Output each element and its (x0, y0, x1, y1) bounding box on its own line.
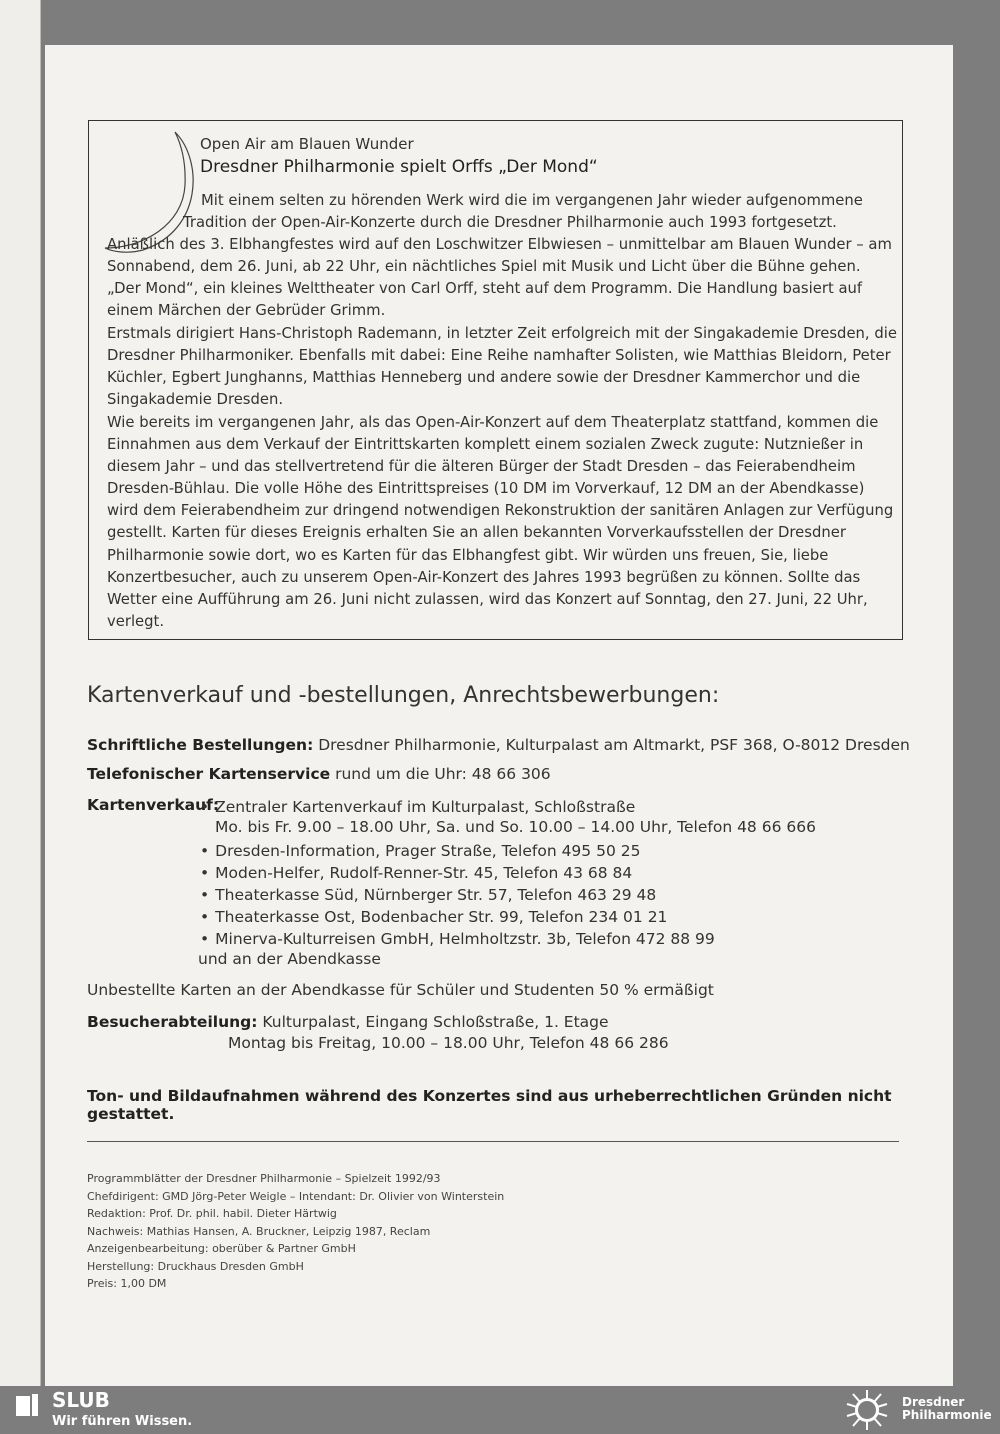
ticket-section-heading: Kartenverkauf und -bestellungen, Anrechtsbewerbungen: (87, 683, 720, 708)
visitor-department-row (87, 1013, 609, 1031)
slub-name[interactable]: SLUB (52, 1388, 110, 1412)
program-page (45, 45, 953, 1386)
article-paragraph-4: Wie bereits im vergangenen Jahr, als das Open-Air-Konzert auf dem Theaterplatz stattfand, kommen die Einnahmen aus dem Verkauf der Eintrittskarten komplett einem sozialen Zweck zugute: Nutznießer in diesem Jahr – und das stellvertretend für die älteren Bürger der Stadt Dresden – das Feierabendheim Dresden-Bühlau. Die volle Höhe des Eintrittspreises (10 DM im Vorverkauf, 12 DM an der Abendkasse) wird dem Feierabendheim zur dringend notwendigen Rekonstruktion der sanitären Anlagen zur Verfügung gestellt. Karten für dieses Ereignis erhalten Sie an allen bekannten Vorverkaufsstellen der Dresdner Philharmonie sowie dort, wo es Karten für das Elbhangfest gibt. Wir würden uns freuen, Sie, liebe Konzertbesucher, auch zu unserem Open-Air-Konzert des Jahres 1993 begrüßen zu können. Sollte das Wetter eine Aufführung am 26. Juni nicht zulassen, wird das Konzert auf Sonntag, den 27. Juni, 22 Uhr, verlegt. (107, 414, 894, 630)
article-kicker: Open Air am Blauen Wunder (200, 135, 414, 153)
list-item: • Minerva-Kulturreisen GmbH, Helmholtzstr. 3b, Telefon 472 88 99 (200, 928, 715, 950)
visitor-department-label: Besucherabteilung: (87, 1013, 258, 1031)
phone-service-text: rund um die Uhr: 48 66 306 (335, 765, 551, 783)
sales-label: Kartenverkauf: (87, 796, 220, 814)
imprint-line: Programmblätter der Dresdner Philharmonie – Spielzeit 1992/93 (87, 1172, 441, 1185)
slub-tagline: Wir führen Wissen. (52, 1414, 193, 1429)
phone-service-label: Telefonischer Kartenservice (87, 765, 331, 783)
philharmonie-line-1: Dresdner (902, 1395, 965, 1409)
list-item: • Moden-Helfer, Rudolf-Renner-Str. 45, Telefon 43 68 84 (200, 862, 715, 884)
article-paragraph-3: Erstmals dirigiert Hans-Christoph Rademann, in letzter Zeit erfolgreich mit der Singakademie Dresden, die Dresdner Philharmoniker. Ebenfalls mit dabei: Eine Reihe namhafter Solisten, wie Matthias Bleidorn, Peter Küchler, Egbert Junghanns, Matthias Henneberg und andere sowie der Dresdner Kammerchor und die Singakademie Dresden. (107, 325, 897, 409)
imprint-line: Chefdirigent: GMD Jörg-Peter Weigle – Intendant: Dr. Olivier von Winterstein (87, 1189, 505, 1203)
imprint-line: Nachweis: Mathias Hansen, A. Bruckner, Leipzig 1987, Reclam (87, 1224, 431, 1238)
imprint-line: Preis: 1,00 DM (87, 1277, 167, 1290)
written-orders-row (87, 736, 910, 754)
article-paragraph-2: Anläßlich des 3. Elbhangfestes wird auf den Loschwitzer Elbwiesen – unmittelbar am Blauen Wunder – am Sonnabend, dem 26. Juni, ab 22 Uhr, ein nächtliches Spiel mit Musik und Licht über die Bühne gehen. „Der Mond“, ein kleines Welttheater von Carl Orff, steht auf dem Programm. Die Handlung basiert auf einem Märchen der Gebrüder Grimm. (107, 236, 892, 320)
list-item: • Theaterkasse Ost, Bodenbacher Str. 99, Telefon 234 01 21 (200, 906, 715, 928)
visitor-department-text: Kulturpalast, Eingang Schloßstraße, 1. Etage (262, 1013, 609, 1031)
sales-list-main (200, 796, 635, 818)
article-title: Dresdner Philharmonie spielt Orffs „Der Mond“ (200, 157, 598, 177)
sales-item-kulturpalast: • Zentraler Kartenverkauf im Kulturpalast, Schloßstraße (200, 796, 635, 818)
list-item: • Dresden-Information, Prager Straße, Telefon 495 50 25 (200, 840, 715, 862)
imprint-line: Herstellung: Druckhaus Dresden GmbH (87, 1259, 304, 1273)
list-item: • Theaterkasse Süd, Nürnberger Str. 57, Telefon 463 29 48 (200, 884, 715, 906)
article-paragraph-1: Mit einem selten zu hörenden Werk wird die im vergangenen Jahr wieder aufgenommene Tradition der Open-Air-Konzerte durch die Dresdner Philharmonie auch 1993 fortgesetzt. (183, 192, 863, 232)
adjacent-page-edge (0, 0, 41, 1386)
recording-notice: Ton- und Bildaufnahmen während des Konzertes sind aus urheberrechtlichen Gründen nicht gestattet. (87, 1087, 892, 1123)
sales-list (200, 840, 715, 950)
sales-hours: Mo. bis Fr. 9.00 – 18.00 Uhr, Sa. und So. 10.00 – 14.00 Uhr, Telefon 48 66 666 (215, 818, 816, 836)
philharmonie-line-2: Philharmonie (902, 1408, 992, 1422)
phone-service-row (87, 765, 551, 783)
philharmonie-wordmark[interactable] (902, 1396, 992, 1422)
slub-logo-icon[interactable] (14, 1392, 40, 1418)
written-orders-text: Dresdner Philharmonie, Kulturpalast am Altmarkt, PSF 368, O-8012 Dresden (318, 736, 910, 754)
imprint-line: Redaktion: Prof. Dr. phil. habil. Dieter Härtwig (87, 1207, 337, 1220)
imprint (87, 1170, 504, 1293)
divider (87, 1141, 899, 1142)
visitor-department-hours: Montag bis Freitag, 10.00 – 18.00 Uhr, Telefon 48 66 286 (228, 1034, 669, 1052)
written-orders-label: Schriftliche Bestellungen: (87, 736, 314, 754)
philharmonie-logo-icon[interactable] (841, 1388, 893, 1432)
imprint-line: Anzeigenbearbeitung: oberüber & Partner GmbH (87, 1242, 356, 1255)
evening-box-office: und an der Abendkasse (198, 950, 381, 968)
student-discount: Unbestellte Karten an der Abendkasse für Schüler und Studenten 50 % ermäßigt (87, 981, 714, 999)
